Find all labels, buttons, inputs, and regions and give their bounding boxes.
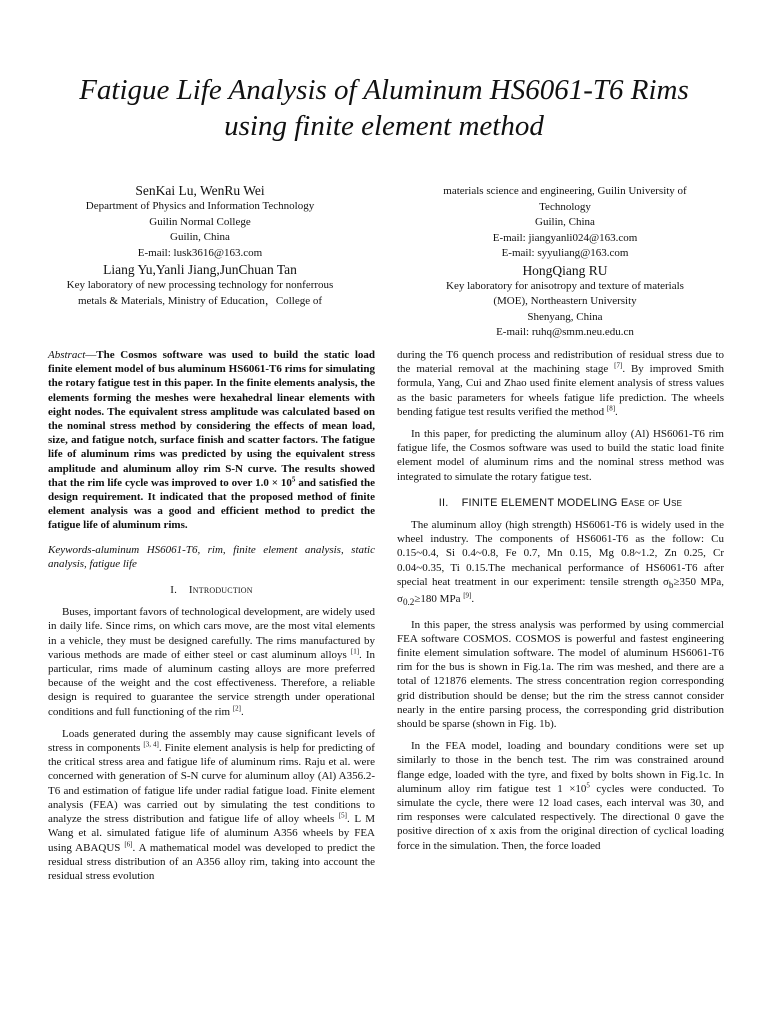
subscript: 0.2	[402, 597, 415, 608]
citation-ref: [1]	[350, 647, 360, 656]
section-title-tail: Ease of Use	[620, 496, 683, 509]
citation-ref: [6]	[124, 839, 133, 848]
affiliation-city: Guilin, China	[170, 231, 230, 243]
citation-ref: [2]	[232, 704, 242, 713]
text-run: .	[471, 593, 475, 606]
text-run: Loads generated during the assembly may cause significant levels of stress in components	[48, 727, 375, 755]
intro-paragraph-2	[48, 727, 375, 883]
right-column	[397, 348, 724, 861]
affiliation-college: Guilin Normal College	[149, 215, 251, 228]
section-title-text: Introduction	[188, 584, 253, 597]
affiliation-city-2: Shenyang, China	[527, 310, 603, 323]
title-line-1: Fatigue Life Analysis of Aluminum HS6061-T6 Rims	[79, 74, 689, 106]
text-run: . By improved Smith formula, Yang, Cui and Zhao used finite element analysis of stress values as the basic parameters for wheels fatigue life prediction. The wheels bending fatigue test results verified the method	[397, 363, 725, 418]
text-run: cycles were conducted. To simulate the cycle, there were 12 load cases, each interval was 30, and rim responses were calculated respectively. The directional 0 gave the positive direction of x axis from the original direction of cyclical loading force in the simulation. Then, the force loaded	[397, 782, 724, 852]
author-email-2: E-mail: jiangyanli024@163.com	[492, 231, 638, 244]
title-line-2: using finite element method	[224, 110, 544, 142]
affiliation-cont-1: materials science and engineering, Guilin University of	[443, 185, 687, 197]
subscript: b	[668, 580, 674, 591]
author-names-3: HongQiang RU	[522, 262, 608, 278]
section-number: II.	[438, 496, 449, 509]
text-run: ≥180 MPa	[414, 593, 464, 606]
section-number: I.	[170, 584, 178, 597]
affiliation-dept: Department of Physics and Information Technology	[85, 200, 315, 212]
section-title-text: FINITE ELEMENT MODELING	[461, 496, 621, 509]
text-run: ≥350 MPa, σ	[397, 575, 724, 606]
exponent: 5	[586, 781, 590, 790]
author-email-4: E-mail: ruhq@smm.neu.edu.cn	[496, 326, 634, 338]
text-run: .	[241, 705, 244, 718]
intro-paragraph-4: In this paper, for predicting the aluminum alloy (Al) HS6061-T6 rim fatigue life, the Cosmos software was used to build the static load finite element model of aluminum rims and the nominal stress method was integrated to simulate the rotary fatigue test.	[397, 428, 724, 483]
citation-ref: [3, 4]	[143, 740, 159, 749]
author-names-2: Liang Yu,Yanli Jiang,JunChuan Tan	[103, 262, 297, 277]
paper-title	[30, 72, 738, 144]
abstract-label: Abstract	[48, 349, 86, 361]
keywords: Keywords-aluminum HS6061-T6, rim, finite element analysis, static analysis, fatigue life	[48, 543, 375, 570]
text-run: In the FEA model, loading and boundary conditions were set up similarly to those in the bench test. The rim was constrained around flange edge, loaded with the tyre, and fixed by bolts shown in Fig.1c. In aluminum alloy rim fatigue test 1 ×10	[397, 740, 724, 795]
affiliation-lab-2-line-2: (MOE), Northeastern University	[493, 295, 637, 307]
text-run: during the T6 quench process and redistribution of residual stress due to the material removal at the machining stage	[397, 349, 724, 376]
authors-left	[40, 182, 360, 309]
author-names-1: SenKai Lu, WenRu Wei	[135, 183, 265, 198]
text-run: . A mathematical model was developed to predict the residual stress distribution of an A356 alloy rim, taking into account the residual stress evolution	[48, 841, 375, 882]
affiliation-city: Guilin, China	[535, 216, 595, 228]
citation-ref: [8]	[606, 404, 616, 413]
fem-paragraph-2: In this paper, the stress analysis was performed by using commercial FEA software COSMOS. COSMOS is powerful and fastest engineering finite element simulation software. The model of aluminum HS6061-T6 rim for the bus is shown in Fig.1a. The rim was meshed, and there are a total of 121876 elements. The stress concentration region corresponding grid distribution should be dense; but the rim the stress cannot consider nearly in the entire parsing process, the corresponding grid distribution should be sparse (shown in Fig. 1b).	[397, 618, 724, 731]
affiliation-lab-line-1: Key laboratory of new processing technology for nonferrous	[66, 279, 334, 291]
abstract-dash: —	[85, 349, 97, 361]
abstract	[48, 348, 375, 533]
text-run: The aluminum alloy (high strength) HS6061-T6 is widely used in the wheel industry. The components of HS6061-T6 as the follow: Cu 0.15~0.4, Si 0.4~0.8, Fe 0.7, Mn 0.15, Mg 0.8~1.2, Zn 0.25, Cr 0.04~0.35, Ti 0.15.The mechanical performance of HS6061-T6 after special heat treatment in our experiment: tensile strength σ	[397, 519, 724, 588]
author-email-3: E-mail: syyuliang@163.com	[501, 247, 629, 259]
left-column	[48, 348, 375, 891]
intro-paragraph-3	[397, 348, 724, 419]
abstract-text-b: and satisfied the design requirement. It indicated that the proposed method of finite element analysis was a good and efficient method to predict the fatigue life of aluminum rims.	[48, 476, 376, 532]
section-heading-fem	[397, 496, 724, 510]
abstract-text-a: The Cosmos software was used to build the static load finite element model of bus aluminum HS6061-T6 rims for simulating the rotary fatigue test in this paper. In the finite elements analysis, the elements forming the meshes were hexahedral linear elements with eight nodes. The equivalent stress amplitude was calculated based on the nominal stress method by considering the effects of mean load, size, and fatigue notch, surface finish and scatter factors. The fatigue life of aluminum rims was predicted by using the equivalent stress amplitude and aluminum alloy rim S-N curve. The results showed that the rim life cycle was improved to over 1.0 × 10	[48, 349, 375, 489]
abstract-exponent: 5	[291, 475, 296, 484]
affiliation-lab-2-line-1: Key laboratory for anisotropy and texture of materials	[446, 279, 684, 292]
fem-paragraph-1	[397, 518, 724, 610]
text-run: . In particular, rims made of aluminum casting alloys are more preferred because of the weight and the cost effectiveness. Therefore, a reliable design is required to guarantee the service strength under operational conditions and full functioning of the rim	[48, 648, 375, 718]
author-email-1: E-mail: lusk3616@163.com	[137, 246, 263, 259]
affiliation-cont-2: Technology	[539, 200, 591, 213]
citation-ref: [7]	[614, 361, 623, 370]
fem-paragraph-3	[397, 739, 724, 853]
authors-right	[405, 184, 725, 341]
text-run: . L M Wang et al. simulated fatigue life of aluminum A356 wheels by FEA using ABAQUS	[48, 813, 375, 854]
text-run: Buses, important favors of technological development, are widely used in daily life. Since rims, on which cars move, are the most vital elements in a vehicle, they must be designed carefully. The rims manufactured by various methods are made of either steel or cast aluminum alloys	[48, 606, 375, 661]
intro-paragraph-1	[48, 605, 375, 719]
citation-ref: [5]	[338, 811, 347, 820]
text-run: .	[615, 405, 618, 418]
citation-ref: [9]	[463, 591, 472, 600]
text-run: . Finite element analysis is help for predicting of the critical stress area and fatigue life of aluminum rims. Raju et al. were concerned with generation of S-N curve for aluminum alloy (Al) A356.2-T6 and estimation of fatigue life under radial fatigue load. Finite element analysis (FEA) was carried out by simulating the test conditions to analyze the stress distribution and fatigue life of alloy wheels	[48, 742, 375, 826]
affiliation-lab-line-2: metals & Materials, Ministry of Education，College of	[77, 294, 323, 307]
section-heading-introduction	[48, 583, 375, 597]
